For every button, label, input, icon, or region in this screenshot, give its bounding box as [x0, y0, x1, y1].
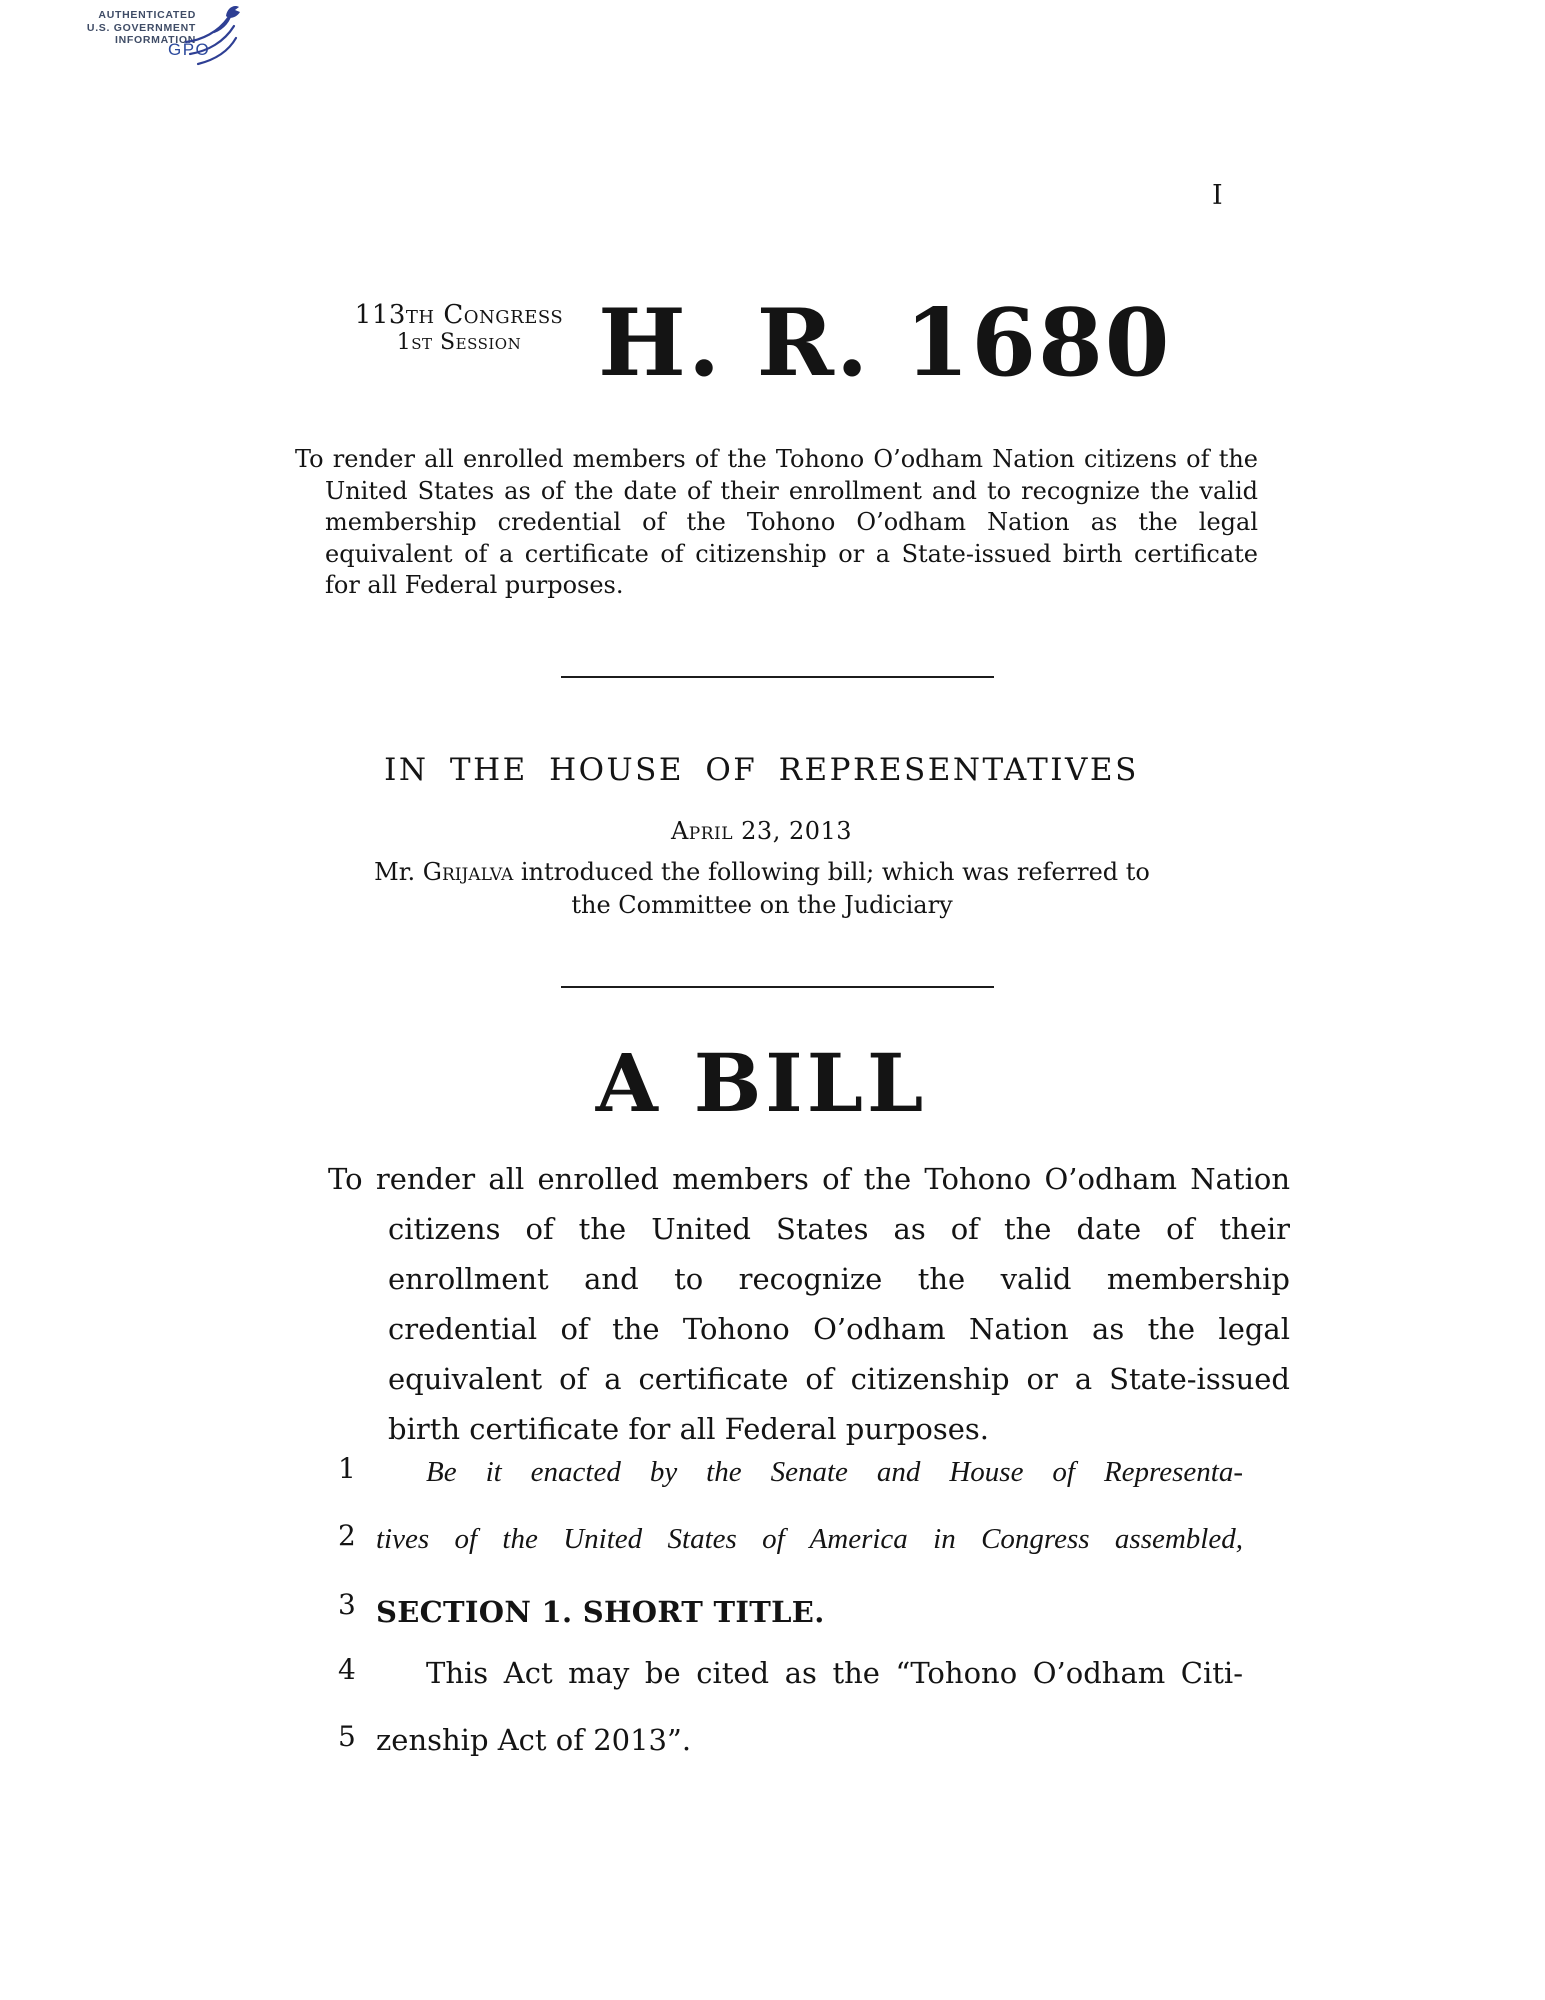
- gpo-authentication-seal: [86, 2, 241, 68]
- chamber-heading: IN THE HOUSE OF REPRESENTATIVES: [384, 752, 1139, 788]
- enacting-clause-line1: Be it enacted by the Senate and House of Representa-: [426, 1456, 1243, 1488]
- line-number: 4: [338, 1653, 356, 1686]
- bill-number: H. R. 1680: [598, 288, 1172, 397]
- gpo-text-line3: INFORMATION: [115, 34, 196, 46]
- page-number-marker: I: [1212, 180, 1223, 211]
- line-number: 5: [338, 1720, 356, 1753]
- gpo-text-line2: U.S. GOVERNMENT: [86, 21, 196, 34]
- line-number: 3: [338, 1588, 356, 1621]
- horizontal-rule-top: [561, 676, 994, 678]
- bill-text-line: [338, 1452, 1243, 1492]
- line-number: 2: [338, 1519, 356, 1552]
- short-title-line1: This Act may be cited as the “Tohono O’odham Citi-: [426, 1656, 1243, 1690]
- bill-text-line: [338, 1720, 1243, 1760]
- bill-text-line: [338, 1519, 1243, 1559]
- bill-text-line: [338, 1653, 1243, 1693]
- sponsor-referral-line: [357, 856, 1167, 922]
- session-label: 1st Session: [396, 330, 522, 355]
- section-heading: SECTION 1. SHORT TITLE.: [376, 1595, 825, 1629]
- line-number: 1: [338, 1452, 356, 1485]
- congress-session-block: [348, 300, 570, 356]
- referral-text: introduced the following bill; which was referred to the Committee on the Judiciary: [513, 858, 1150, 919]
- horizontal-rule-bottom: [561, 986, 994, 988]
- congress-label: 113th Congress: [354, 300, 564, 330]
- gpo-acronym: GPO: [168, 40, 211, 59]
- bill-long-title: To render all enrolled members of the Tohono O’odham Nation citizens of the United States as of the date of their enrollment and to recognize the valid membership credential of the Tohono O’odham Nation as the legal equivalent of a certificate of citizenship or a State-issued birth certificate for all Federal purposes.: [295, 445, 1258, 599]
- short-title-line2: zenship Act of 2013”.: [376, 1723, 692, 1757]
- bill-text-line: [338, 1588, 1243, 1632]
- gpo-text-line1: AUTHENTICATED: [98, 9, 196, 21]
- sponsor-name: Grijalva: [422, 858, 514, 886]
- bill-preamble: To render all enrolled members of the Tohono O’odham Nation citizens of the United States as of the date of their enrollment and to recognize the valid membership credential of the Tohono O’odham Nation as the legal equivalent of a certificate of citizenship or a State-issued birth certificate for all Federal purposes.: [328, 1162, 1290, 1446]
- a-bill-heading: A BILL: [595, 1036, 928, 1130]
- introduction-date: April 23, 2013: [670, 817, 853, 845]
- sponsor-prefix: Mr.: [374, 858, 423, 886]
- enacting-clause-line2: tives of the United States of America in Congress assembled,: [376, 1523, 1243, 1555]
- gpo-eagle-icon: [184, 2, 242, 68]
